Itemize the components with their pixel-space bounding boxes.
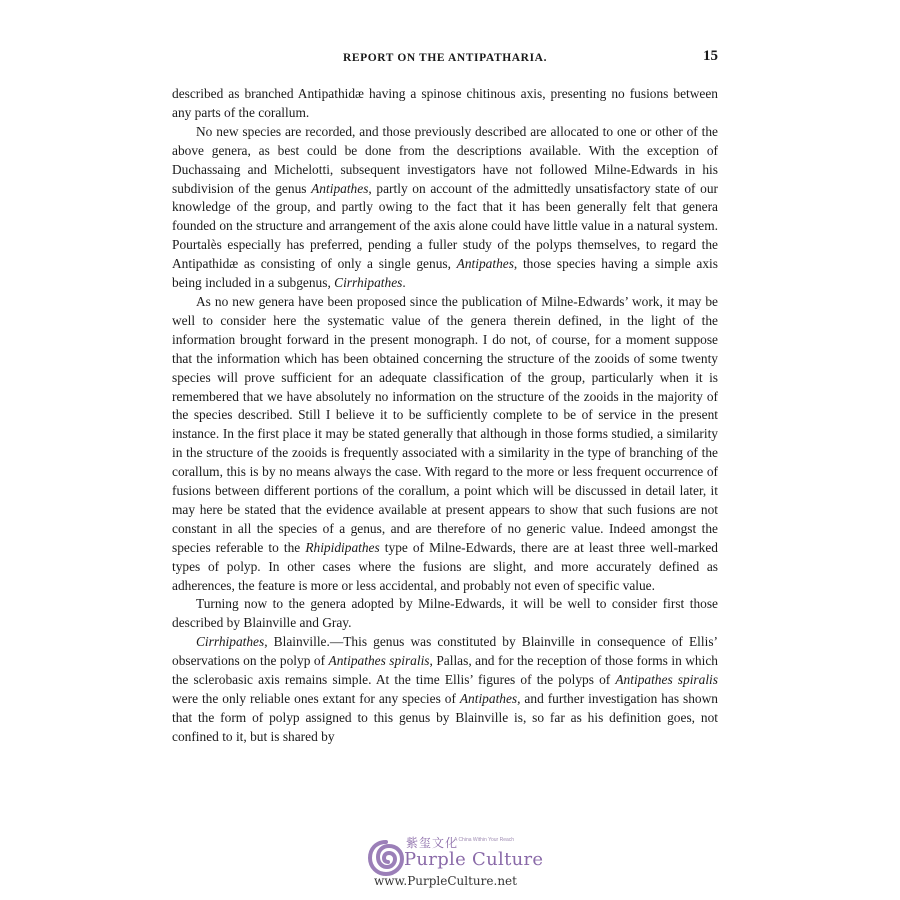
watermark — [360, 832, 560, 894]
paragraph: Turning now to the genera adopted by Milne-Edwards, it will be well to consider first those described by Blainville and Gray. — [172, 596, 718, 631]
paragraph: As no new genera have been proposed since the publication of Milne-Edwards’ work, it may be well to consider here the systematic value of the genera therein defined, in the light of the information brought forward in the present monograph. I do not, of course, for a moment suppose that the information which has been obtained concerning the structure of the zooids of some twenty species will prove sufficient for an adequate classification of the group, particularly when it is remembered that we have absolutely no information on the structure of the zooids in the majority of the species described. Still I believe it to be sufficiently complete to be of service in the present instance. In the first place it may be stated generally that although in those forms studied, a similarity in the structure of the zooids is frequently associated with a similarity in the type of branching of the corallum, this is by no means always the case. With regard to the more or less frequent occurrence of fusions between different portions of the corallum, a point which will be discussed in detail later, it may here be stated that the evidence available at present appears to show that such fusions are not constant in all the species of a genus, and are therefore of no generic value. Indeed amongst the species referable to the Rhipidipathes type of Milne-Edwards, there are at least three well-marked types of polyp. In other cases where the fusions are slight, and more accurately defined as adherences, the feature is more or less accidental, and probably not even of specific value. — [172, 293, 718, 593]
species-name: Cirrhipathes — [196, 634, 265, 650]
paragraph: No new species are recorded, and those previously described are allocated to one or other of the above genera, as best could be done from the descriptions available. With the exception of Duchassaing and Michelotti, subsequent investigators have not followed Milne-Edwards in his subdivision of the genus Antipathes, partly on account of the admittedly unsatisfactory state of our knowledge of the group, and partly owing to the fact that it has been generally felt that genera founded on the structure and arrangement of the axis alone could have little value in a natural system. Pourtalès especially has preferred, pending a fuller study of the polyps themselves, to regard the Antipathidæ as consisting of only a single genus, Antipathes, those species having a simple axis being included in a subgenus, Cirrhipathes. — [172, 123, 718, 291]
species-name: Antipathes — [311, 180, 369, 196]
running-header — [172, 48, 718, 70]
header-title: REPORT ON THE ANTIPATHARIA. — [342, 52, 548, 64]
watermark-url: www.PurpleCulture.net — [374, 874, 517, 888]
purple-culture-logo-icon — [368, 840, 404, 876]
species-name: Rhipidipathes — [305, 539, 380, 555]
species-name: Antipathes — [456, 256, 514, 272]
paragraph: described as branched Antipathidæ having a spinose chitinous axis, presenting no fusions between any parts of the corallum. — [172, 86, 718, 120]
species-name: Antipathes — [459, 691, 518, 706]
watermark-tagline: A China Within Your Reach — [454, 837, 515, 843]
species-name: Cirrhipathes — [334, 275, 403, 291]
watermark-chinese: 紫玺文化 — [406, 836, 459, 850]
watermark-brand: Purple Culture — [404, 849, 544, 870]
body-text — [172, 85, 718, 747]
species-name: Antipathes spiralis — [328, 653, 430, 669]
species-name: Antipathes spiralis — [615, 672, 718, 688]
paragraph: Cirrhipathes, Blainville.—This genus was constituted by Blainville in consequence of Ellis’ observations on the polyp of Antipathes spiralis, Pallas, and for the reception of those forms in which the sclerobasic axis remains simple. At the time Ellis’ figures of the polyps of Antipathes spiralis were the only reliable ones extant for any species of Antipathes, and further investigation has shown that the form of polyp assigned to this genus by Blainville is, so far as his definition goes, not confined to it, but is shared by — [172, 634, 718, 744]
page-number: 15 — [703, 48, 718, 64]
